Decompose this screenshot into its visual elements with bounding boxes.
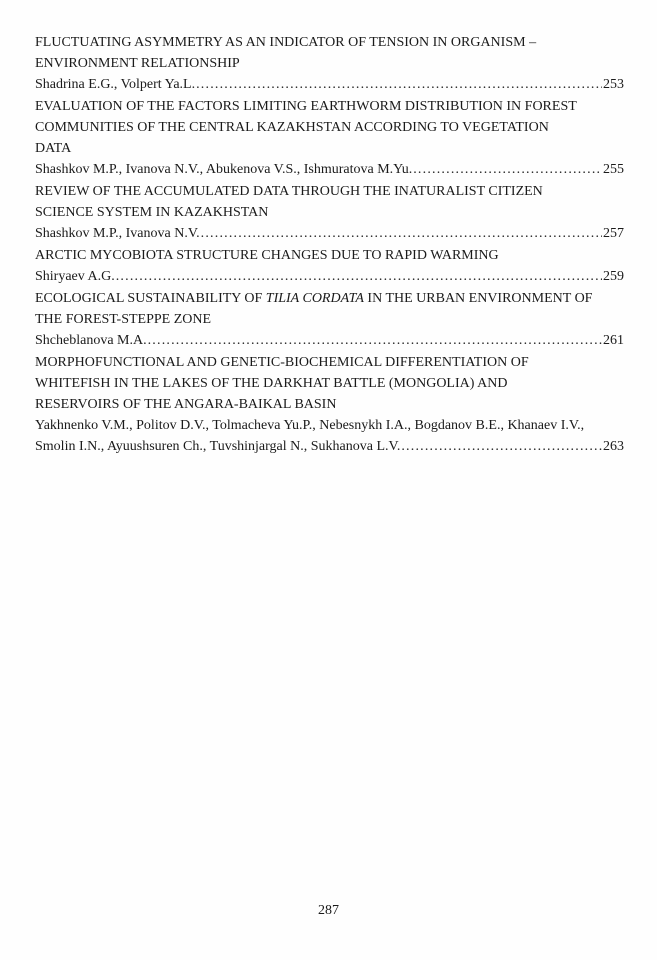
entry-title-line: MORPHOFUNCTIONAL AND GENETIC-BIOCHEMICAL DIFFERENTIATION OF [35, 355, 529, 370]
entry-page-number: 253 [603, 77, 624, 92]
entry-title-line: ARCTIC MYCOBIOTA STRUCTURE CHANGES DUE TO RAPID WARMING [35, 248, 499, 263]
dot-leader [116, 266, 602, 287]
entry-authors: Shashkov M.P., Ivanova N.V., Abukenova V.S., Ishmuratova M.Yu. [35, 162, 413, 177]
toc-entry [35, 352, 624, 457]
entry-title-line [35, 288, 624, 309]
entry-page-number: 257 [603, 226, 624, 241]
entry-title-species-name: TILIA CORDATA [265, 291, 364, 306]
toc-entry [35, 288, 624, 351]
entry-author-line [35, 223, 624, 244]
entry-authors: Shadrina E.G., Volpert Ya.L. [35, 77, 196, 92]
dot-leader [413, 159, 602, 180]
dot-leader [196, 74, 602, 95]
entry-title-line: RESERVOIRS OF THE ANGARA-BAIKAL BASIN [35, 397, 337, 412]
dot-leader [148, 330, 602, 351]
entry-title-line: THE FOREST-STEPPE ZONE [35, 312, 212, 327]
entry-authors-line1: Yakhnenko V.M., Politov D.V., Tolmacheva Yu.P., Nebesnykh I.A., Bogdanov B.E., Khanaev I.V., [35, 418, 585, 433]
entry-author-line [35, 74, 624, 95]
entry-author-line [35, 330, 624, 351]
entry-title-line: EVALUATION OF THE FACTORS LIMITING EARTHWORM DISTRIBUTION IN FOREST [35, 99, 577, 114]
entry-authors: Shiryaev A.G. [35, 269, 115, 284]
entry-page-number: 259 [603, 269, 624, 284]
entry-authors: Shashkov M.P., Ivanova N.V. [35, 226, 200, 241]
toc-entry [35, 181, 624, 244]
entry-authors: Shcheblanova M.A. [35, 333, 147, 348]
entry-page-number: 255 [603, 162, 624, 177]
entry-title-line: ENVIRONMENT RELATIONSHIP [35, 56, 240, 71]
page-folio: 287 [318, 903, 339, 918]
entry-title-text: ECOLOGICAL SUSTAINABILITY OF [35, 291, 266, 306]
entry-authors-line2: Smolin I.N., Ayuushsuren Ch., Tuvshinjargal N., Sukhanova L.V. [35, 439, 401, 454]
entry-author-line [35, 436, 624, 457]
dot-leader [201, 223, 602, 244]
entry-page-number: 263 [603, 439, 624, 454]
entry-title-line: WHITEFISH IN THE LAKES OF THE DARKHAT BATTLE (MONGOLIA) AND [35, 376, 508, 391]
entry-title-line: COMMUNITIES OF THE CENTRAL KAZAKHSTAN ACCORDING TO VEGETATION [35, 120, 549, 135]
toc-entry [35, 32, 624, 95]
toc-entry [35, 96, 624, 180]
entry-title-line: SCIENCE SYSTEM IN KAZAKHSTAN [35, 205, 269, 220]
entry-page-number: 261 [603, 333, 624, 348]
entry-title-line: DATA [35, 141, 72, 156]
entry-author-line [35, 266, 624, 287]
entry-author-line [35, 159, 624, 180]
toc-entry [35, 245, 624, 287]
entry-title-line: FLUCTUATING ASYMMETRY AS AN INDICATOR OF TENSION IN ORGANISM – [35, 35, 537, 50]
entry-title-line: REVIEW OF THE ACCUMULATED DATA THROUGH THE INATURALIST CITIZEN [35, 184, 543, 199]
table-of-contents [35, 32, 624, 458]
entry-title-text: IN THE URBAN ENVIRONMENT OF [363, 291, 593, 306]
dot-leader [401, 436, 602, 457]
